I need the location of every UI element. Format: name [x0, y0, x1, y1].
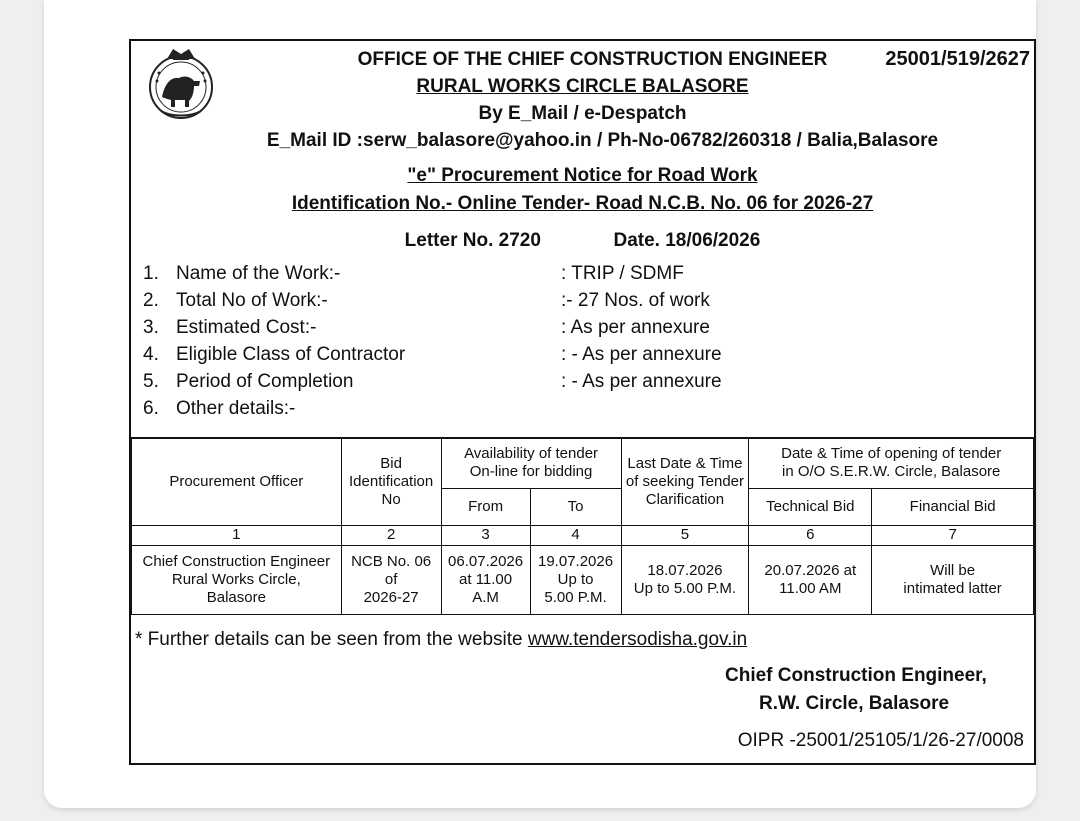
- column-number: 6: [749, 525, 872, 545]
- identification-line: [131, 193, 1034, 215]
- cell-to: [530, 545, 621, 614]
- contact-line: E_Mail ID :serw_balasore@yahoo.in / Ph-No-06782/260318 / Balia,Balasore: [266, 130, 939, 151]
- column-number: 4: [530, 525, 621, 545]
- header-text: Last Date & Time: [627, 454, 743, 472]
- column-number: 3: [441, 525, 530, 545]
- cell-last-date: [621, 545, 749, 614]
- signature-title: Chief Construction Engineer,: [725, 665, 987, 686]
- oipr-number: OIPR -25001/25105/1/26-27/0008: [737, 730, 1024, 751]
- letter-date-line: [131, 230, 1034, 252]
- detail-number: 6.: [143, 398, 159, 419]
- detail-value: : As per annexure: [561, 317, 710, 338]
- detail-label: Other details:-: [176, 398, 296, 419]
- header-text: Financial Bid: [909, 497, 996, 515]
- header-opening: [749, 438, 1034, 488]
- cell-text: 06.07.2026: [448, 552, 524, 570]
- identification-text: Identification No.- Online Tender- Road N.C.B. No. 06 for 2026-27: [291, 193, 874, 214]
- cell-from: [441, 545, 530, 614]
- header-last-date: [621, 438, 749, 525]
- cell-financial-bid: [872, 545, 1034, 614]
- tender-schedule-table: [131, 437, 1034, 615]
- reference-number: 25001/519/2627: [885, 48, 1030, 70]
- column-number: 7: [872, 525, 1034, 545]
- cell-text: at 11.00: [459, 570, 513, 588]
- header-availability: [441, 438, 621, 488]
- cell-text: Up to: [557, 570, 594, 588]
- header-text: From: [468, 497, 504, 515]
- cell-text: 19.07.2026: [538, 552, 614, 570]
- header-text: No: [381, 490, 401, 508]
- detail-label: Period of Completion: [176, 371, 354, 392]
- header-financial-bid: [872, 488, 1034, 525]
- notice-title: [131, 165, 1034, 187]
- cell-text: Chief Construction Engineer: [142, 552, 331, 570]
- notice-card: [44, 0, 1036, 808]
- column-number: 5: [621, 525, 749, 545]
- cell-text: Rural Works Circle,: [171, 570, 301, 588]
- despatch-line: By E_Mail / e-Despatch: [478, 103, 687, 124]
- header-from: [441, 488, 530, 525]
- header-procurement-officer: [132, 438, 342, 525]
- header-bid-identification: [341, 438, 441, 525]
- cell-officer: [132, 545, 342, 614]
- detail-number: 4.: [143, 344, 159, 365]
- circle-title: [131, 76, 1034, 98]
- cell-text: 2026-27: [363, 588, 419, 606]
- cell-technical-bid: [749, 545, 872, 614]
- detail-value: : - As per annexure: [561, 344, 722, 365]
- header-text: Clarification: [645, 490, 725, 508]
- note-text: * Further details can be seen from the website: [135, 629, 528, 650]
- header-text: To: [567, 497, 584, 515]
- cell-bid-id: [341, 545, 441, 614]
- detail-label: Name of the Work:-: [176, 263, 341, 284]
- cell-text: 5.00 P.M.: [544, 588, 607, 606]
- column-number-row: [132, 525, 1034, 545]
- detail-value: :- 27 Nos. of work: [561, 290, 710, 311]
- header-text: Availability of tender: [464, 445, 599, 463]
- column-number: 2: [341, 525, 441, 545]
- cell-text: A.M: [472, 588, 499, 606]
- cell-text: Will be: [930, 561, 976, 579]
- detail-number: 5.: [143, 371, 159, 392]
- letter-number: Letter No. 2720: [404, 230, 541, 251]
- detail-label: Total No of Work:-: [176, 290, 328, 311]
- header-technical-bid: [749, 488, 872, 525]
- header-text: On-line for bidding: [469, 463, 593, 481]
- detail-number: 2.: [143, 290, 159, 311]
- header-text: Bid: [380, 454, 402, 472]
- detail-value: : - As per annexure: [561, 371, 722, 392]
- detail-label: Eligible Class of Contractor: [176, 344, 406, 365]
- column-number: 1: [132, 525, 342, 545]
- circle-title-text: RURAL WORKS CIRCLE BALASORE: [416, 76, 749, 97]
- detail-label: Estimated Cost:-: [176, 317, 317, 338]
- detail-number: 3.: [143, 317, 159, 338]
- further-details-note: [135, 629, 747, 651]
- detail-number: 1.: [143, 263, 159, 284]
- table-row: [132, 545, 1034, 614]
- header-text: Procurement Officer: [169, 472, 304, 490]
- cell-text: 18.07.2026: [647, 561, 723, 579]
- header-text: in O/O S.E.R.W. Circle, Balasore: [781, 463, 1001, 481]
- cell-text: 11.00 AM: [779, 579, 842, 597]
- header-to: [530, 488, 621, 525]
- detail-value: : TRIP / SDMF: [561, 263, 684, 284]
- cell-text: intimated latter: [903, 579, 1002, 597]
- letter-date: Date. 18/06/2026: [613, 230, 761, 251]
- cell-text: NCB No. 06 of: [351, 552, 432, 588]
- procurement-notice: [129, 39, 1036, 765]
- cell-text: Up to 5.00 P.M.: [633, 579, 737, 597]
- header-text: Technical Bid: [766, 497, 855, 515]
- header-text: Identification: [349, 472, 434, 490]
- website-link[interactable]: www.tendersodisha.gov.in: [527, 629, 748, 650]
- header-text: of seeking Tender: [625, 472, 745, 490]
- cell-text: 20.07.2026 at: [764, 561, 857, 579]
- header-text: Date & Time of opening of tender: [781, 445, 1002, 463]
- notice-title-text: "e" Procurement Notice for Road Work: [407, 165, 758, 186]
- signature-office: R.W. Circle, Balasore: [759, 693, 950, 714]
- office-title: OFFICE OF THE CHIEF CONSTRUCTION ENGINEER: [357, 49, 828, 70]
- cell-text: Balasore: [206, 588, 266, 606]
